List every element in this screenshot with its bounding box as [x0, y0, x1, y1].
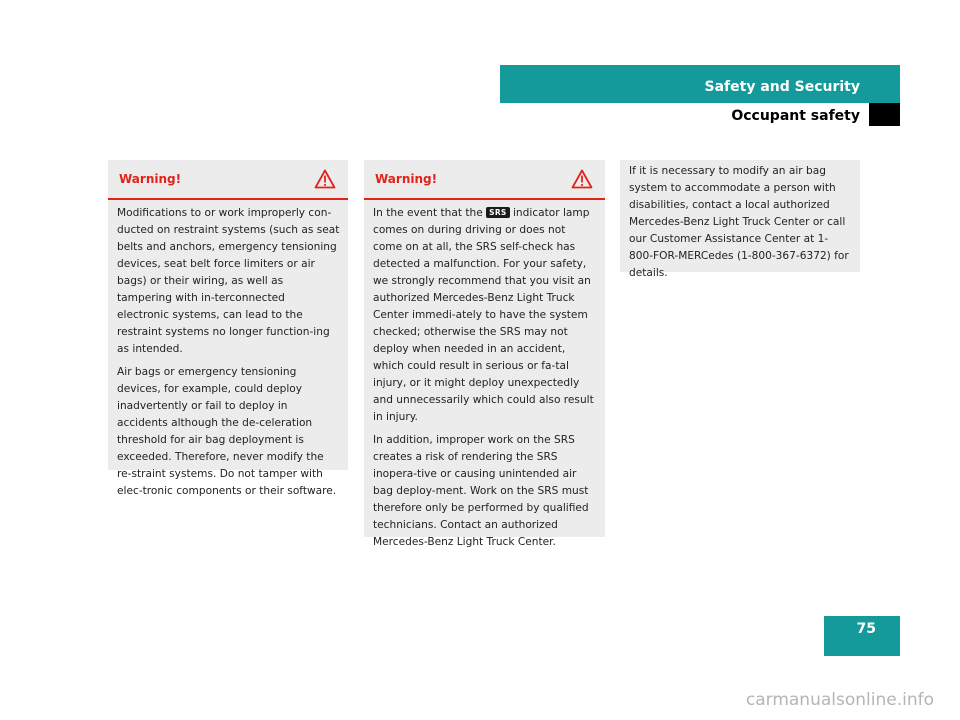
warning-triangle-icon: [571, 169, 593, 189]
warning-body: [108, 200, 348, 500]
section-title: Safety and Security: [704, 79, 860, 95]
page-number: 75: [856, 621, 876, 637]
warning-box-srs: [364, 160, 605, 548]
warning-triangle-icon: [314, 169, 336, 189]
warning-header: [364, 160, 605, 200]
warning-paragraph: [373, 205, 597, 426]
srs-indicator-icon: SRS: [486, 207, 509, 218]
warning-paragraph: In addition, improper work on the SRS creates a risk of rendering the SRS inopera-tive or causing unintended air bag deploy-ment. Work on the SRS must therefore only be performed by qualified technicians. Contact an authorized Mercedes-Benz Light Truck Center.: [373, 434, 589, 548]
srs-text-before: In the event that the: [373, 207, 487, 219]
warning-header: [108, 160, 348, 200]
subsection-title: Occupant safety: [731, 108, 860, 124]
note-body: [620, 160, 860, 282]
watermark: carmanualsonline.info: [745, 690, 934, 710]
warning-title: Warning!: [375, 172, 438, 186]
note-box-disabilities: [620, 160, 860, 279]
warning-body: [364, 200, 605, 551]
note-paragraph: If it is necessary to modify an air bag system to accommodate a person with disabilities, contact a local authorized Mercedes-Benz Light Truck Center or call our Customer Assistance Center at 1-800-FOR-MERCedes (1-800-367-6372) for details.: [629, 165, 849, 279]
warning-paragraph: Modifications to or work improperly con-ducted on restraint systems (such as seat belts and anchors, emergency tensioning devices, seat belt force limiters or air bags) or their wiring, as well as tampering with in-terconnected electronic systems, can lead to the restraint systems no longer function-ing as intended.: [117, 207, 340, 355]
warning-box-modifications: [108, 160, 348, 497]
srs-text-after: indicator lamp comes on during driving or does not come on at all, the SRS self-check has detected a malfunction. For your safety, we strongly recommend that you visit an authorized Mercedes-Benz Light Truck Center immedi-ately to have the system checked; otherwise the SRS may not deploy when needed in an accident, which could result in serious or fa-tal injury, or it might deploy unexpectedly and unnecessarily which could also result in injury.: [373, 207, 594, 423]
corner-block: [869, 103, 900, 126]
warning-title: Warning!: [119, 172, 182, 186]
warning-paragraph: Air bags or emergency tensioning devices, for example, could deploy inadvertently or fail to deploy in accidents although the de-celeration threshold for air bag deployment is exceeded. Therefore, never modify the re-straint systems. Do not tamper with elec-tronic components or their software.: [117, 366, 337, 497]
